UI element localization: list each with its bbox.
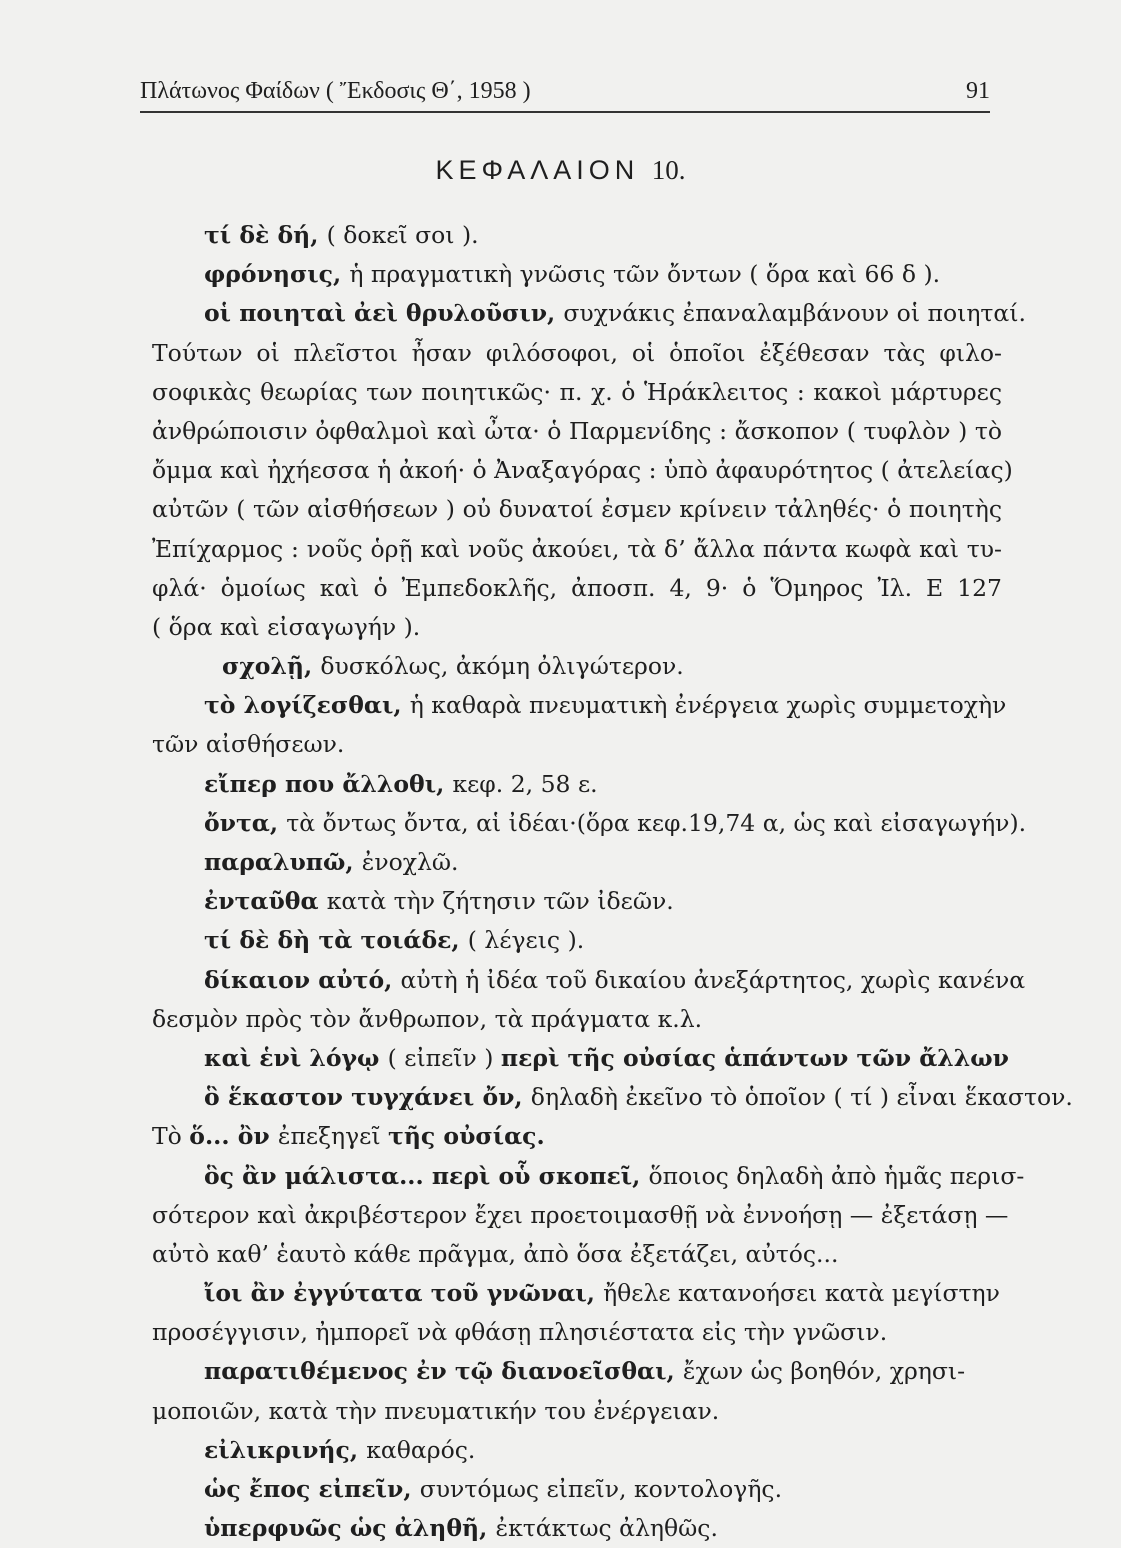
gloss-text: ( λέγεις ).: [467, 926, 585, 955]
lemma-term: περὶ τῆς οὐσίας ἁπάντων τῶν ἄλλων: [500, 1043, 1009, 1072]
gloss-text: Τὸ: [152, 1122, 190, 1151]
gloss-text: αὐτῶν ( τῶν αἰσθήσεων ) οὐ δυνατοί ἐσμεν κρίνειν τἀληθές· ὁ ποιητὴς: [152, 495, 1002, 524]
text-line: [152, 647, 1002, 686]
lemma-term: δίκαιον αὐτό,: [204, 965, 401, 994]
text-line: [152, 765, 1002, 804]
text-line: [152, 1352, 1002, 1391]
lemma-term: οἱ ποιηταὶ ἀεὶ θρυλοῦσιν,: [204, 299, 564, 328]
text-line: [152, 1196, 1009, 1235]
text-line: [152, 843, 1002, 882]
lemma-term: ἐνταῦθα: [204, 887, 327, 916]
gloss-text: δεσμὸν πρὸς τὸν ἄνθρωπον, τὰ πράγματα κ.λ.: [152, 1004, 703, 1033]
lemma-term: ὡς ἔπος εἰπεῖν,: [204, 1475, 420, 1503]
gloss-text: αὐτὴ ἡ ἰδέα τοῦ δικαίου ἀνεξάρτητος, χωρὶς κανένα: [400, 965, 1026, 994]
chapter-number: 10.: [651, 155, 686, 185]
text-line: [152, 1470, 1002, 1509]
lemma-term: ὄντα,: [204, 808, 287, 837]
gloss-text: κεφ. 2, 58 ε.: [452, 769, 598, 798]
lemma-term: ὑπερφυῶς ὡς ἀληθῆ,: [204, 1514, 496, 1543]
gloss-text: μοποιῶν, κατὰ τὴν πνευματικήν του ἐνέργειαν.: [152, 1396, 720, 1425]
page-number: 91: [966, 78, 990, 104]
gloss-text: δυσκόλως, ἀκόμη ὀλιγώτερον.: [320, 652, 684, 681]
chapter-heading: [0, 155, 1121, 186]
gloss-text: ἐνοχλῶ.: [361, 848, 459, 876]
text-line: [152, 451, 1013, 490]
gloss-text: δηλαδὴ ἐκεῖνο τὸ ὁποῖον ( τί ) εἶναι ἕκαστον.: [530, 1083, 1073, 1112]
text-line: [152, 1274, 1002, 1313]
text-line: [152, 490, 1002, 529]
lemma-term: εἴπερ που ἄλλοθι,: [204, 769, 453, 798]
lemma-term: ὃς ἂν μάλιστα... περὶ οὗ σκοπεῖ,: [204, 1161, 649, 1190]
gloss-text: Ἐπίχαρμος : νοῦς ὁρῇ καὶ νοῦς ἀκούει, τὰ δ’ ἄλλα πάντα κωφὰ καὶ τυ-: [152, 534, 1002, 563]
lemma-term: εἰλικρινής,: [204, 1435, 367, 1464]
text-line: [152, 1235, 1002, 1274]
gloss-text: ὄμμα καὶ ἠχήεσσα ἡ ἀκοή· ὁ Ἀναξαγόρας : ὑπὸ ἀφαυρότητος ( ἀτελείας): [152, 456, 1013, 485]
gloss-text: προσέγγισιν, ἠμπορεῖ νὰ φθάσῃ πλησιέστατα εἰς τὴν γνῶσιν.: [152, 1318, 888, 1347]
text-line: [152, 686, 1007, 725]
gloss-text: σότερον καὶ ἀκριβέστερον ἔχει προετοιμασθῇ νὰ ἐννοήσῃ — ἐξετάσῃ —: [152, 1200, 1009, 1229]
gloss-text: τῶν αἰσθήσεων.: [152, 730, 345, 759]
text-line: [152, 412, 1002, 451]
text-line: [152, 1392, 1002, 1431]
text-line: [152, 961, 1026, 1000]
text-line: [152, 1000, 1002, 1039]
gloss-text: Τούτων οἱ πλεῖστοι ἦσαν φιλόσοφοι, οἱ ὁποῖοι ἐξέθεσαν τὰς φιλο-: [152, 338, 1002, 367]
text-line: [152, 373, 1002, 412]
text-line: [152, 1509, 1002, 1548]
text-line: [152, 1039, 1009, 1078]
gloss-text: ἀνθρώποισιν ὀφθαλμοὶ καὶ ὦτα· ὁ Παρμενίδης : ἄσκοπον ( τυφλὸν ) τὸ: [152, 416, 1002, 445]
gloss-text: τὰ ὄντως ὄντα, αἱ ἰδέαι·(ὅρα κεφ.19,74 α, ὡς καὶ εἰσαγωγήν).: [286, 808, 1027, 837]
text-line: [152, 921, 1002, 960]
lemma-term: τῆς οὐσίας.: [388, 1122, 545, 1151]
text-line: [152, 569, 1002, 608]
text-line: [152, 1157, 1025, 1196]
gloss-text: φλά· ὁμοίως καὶ ὁ Ἐμπεδοκλῆς, ἀποσπ. 4, 9· ὁ Ὅμηρος Ἰλ. Ε 127: [152, 573, 1002, 602]
gloss-text: ὅποιος δηλαδὴ ἀπὸ ἡμᾶς περισ-: [648, 1161, 1025, 1190]
commentary-body: [152, 216, 1073, 1548]
text-line: [152, 1117, 1002, 1156]
running-title: Πλάτωνος Φαίδων ( Ἔκδοσις Θ΄, 1958 ): [140, 78, 531, 104]
text-line: [152, 294, 1026, 333]
gloss-text: καθαρός.: [366, 1435, 476, 1464]
gloss-text: συχνάκις ἐπαναλαμβάνουν οἱ ποιηταί.: [563, 299, 1026, 328]
gloss-text: ἡ καθαρὰ πνευματικὴ ἐνέργεια χωρὶς συμμετοχὴν: [409, 691, 1007, 720]
lemma-term: σχολῇ,: [222, 652, 321, 681]
lemma-term: ἴοι ἂν ἐγγύτατα τοῦ γνῶναι,: [204, 1279, 604, 1308]
text-line: [152, 216, 1002, 255]
gloss-text: ( εἰπεῖν ): [387, 1043, 501, 1072]
lemma-term: τὸ λογίζεσθαι,: [204, 691, 410, 720]
lemma-term: φρόνησις,: [204, 260, 350, 289]
lemma-term: τί δὲ δή,: [204, 221, 327, 249]
text-line: [152, 1078, 1073, 1117]
text-line: [152, 334, 1002, 373]
gloss-text: αὐτὸ καθ’ ἑαυτὸ κάθε πρᾶγμα, ἀπὸ ὅσα ἐξετάζει, αὐτός...: [152, 1239, 839, 1268]
lemma-term: ὃ ἕκαστον τυγχάνει ὄν,: [204, 1083, 531, 1112]
lemma-term: παρατιθέμενος ἐν τῷ διανοεῖσθαι,: [204, 1357, 683, 1386]
lemma-term: τί δὲ δὴ τὰ τοιάδε,: [204, 926, 468, 955]
gloss-text: ἐπεξηγεῖ: [277, 1122, 389, 1151]
gloss-text: ( δοκεῖ σοι ).: [326, 221, 479, 249]
gloss-text: ἤθελε κατανοήσει κατὰ μεγίστην: [603, 1279, 1000, 1308]
lemma-term: ὅ... ὂν: [189, 1122, 278, 1151]
chapter-label: ΚΕΦΑΛΑΙΟΝ: [435, 155, 640, 185]
text-line: [152, 882, 1002, 921]
text-line: [152, 1313, 1002, 1352]
gloss-text: ἔχων ὡς βοηθόν, χρησι-: [682, 1357, 966, 1386]
lemma-term: παραλυπῶ,: [204, 848, 362, 876]
gloss-text: συντόμως εἰπεῖν, κοντολογῆς.: [419, 1475, 783, 1503]
text-line: [152, 530, 1002, 569]
running-header: [140, 78, 990, 113]
text-line: [152, 725, 1002, 764]
gloss-text: ἡ πραγματικὴ γνῶσις τῶν ὄντων ( ὅρα καὶ 66 δ ).: [349, 260, 941, 289]
gloss-text: ἐκτάκτως ἀληθῶς.: [495, 1514, 718, 1543]
text-line: [152, 804, 1027, 843]
lemma-term: καὶ ἑνὶ λόγῳ: [204, 1043, 388, 1072]
text-line: [152, 255, 1002, 294]
gloss-text: σοφικὰς θεωρίας των ποιητικῶς· π. χ. ὁ Ἡράκλειτος : κακοὶ μάρτυρες: [152, 377, 1002, 406]
text-line: [152, 608, 1002, 647]
text-line: [152, 1431, 1002, 1470]
gloss-text: ( ὅρα καὶ εἰσαγωγήν ).: [152, 612, 421, 641]
gloss-text: κατὰ τὴν ζήτησιν τῶν ἰδεῶν.: [326, 887, 674, 916]
